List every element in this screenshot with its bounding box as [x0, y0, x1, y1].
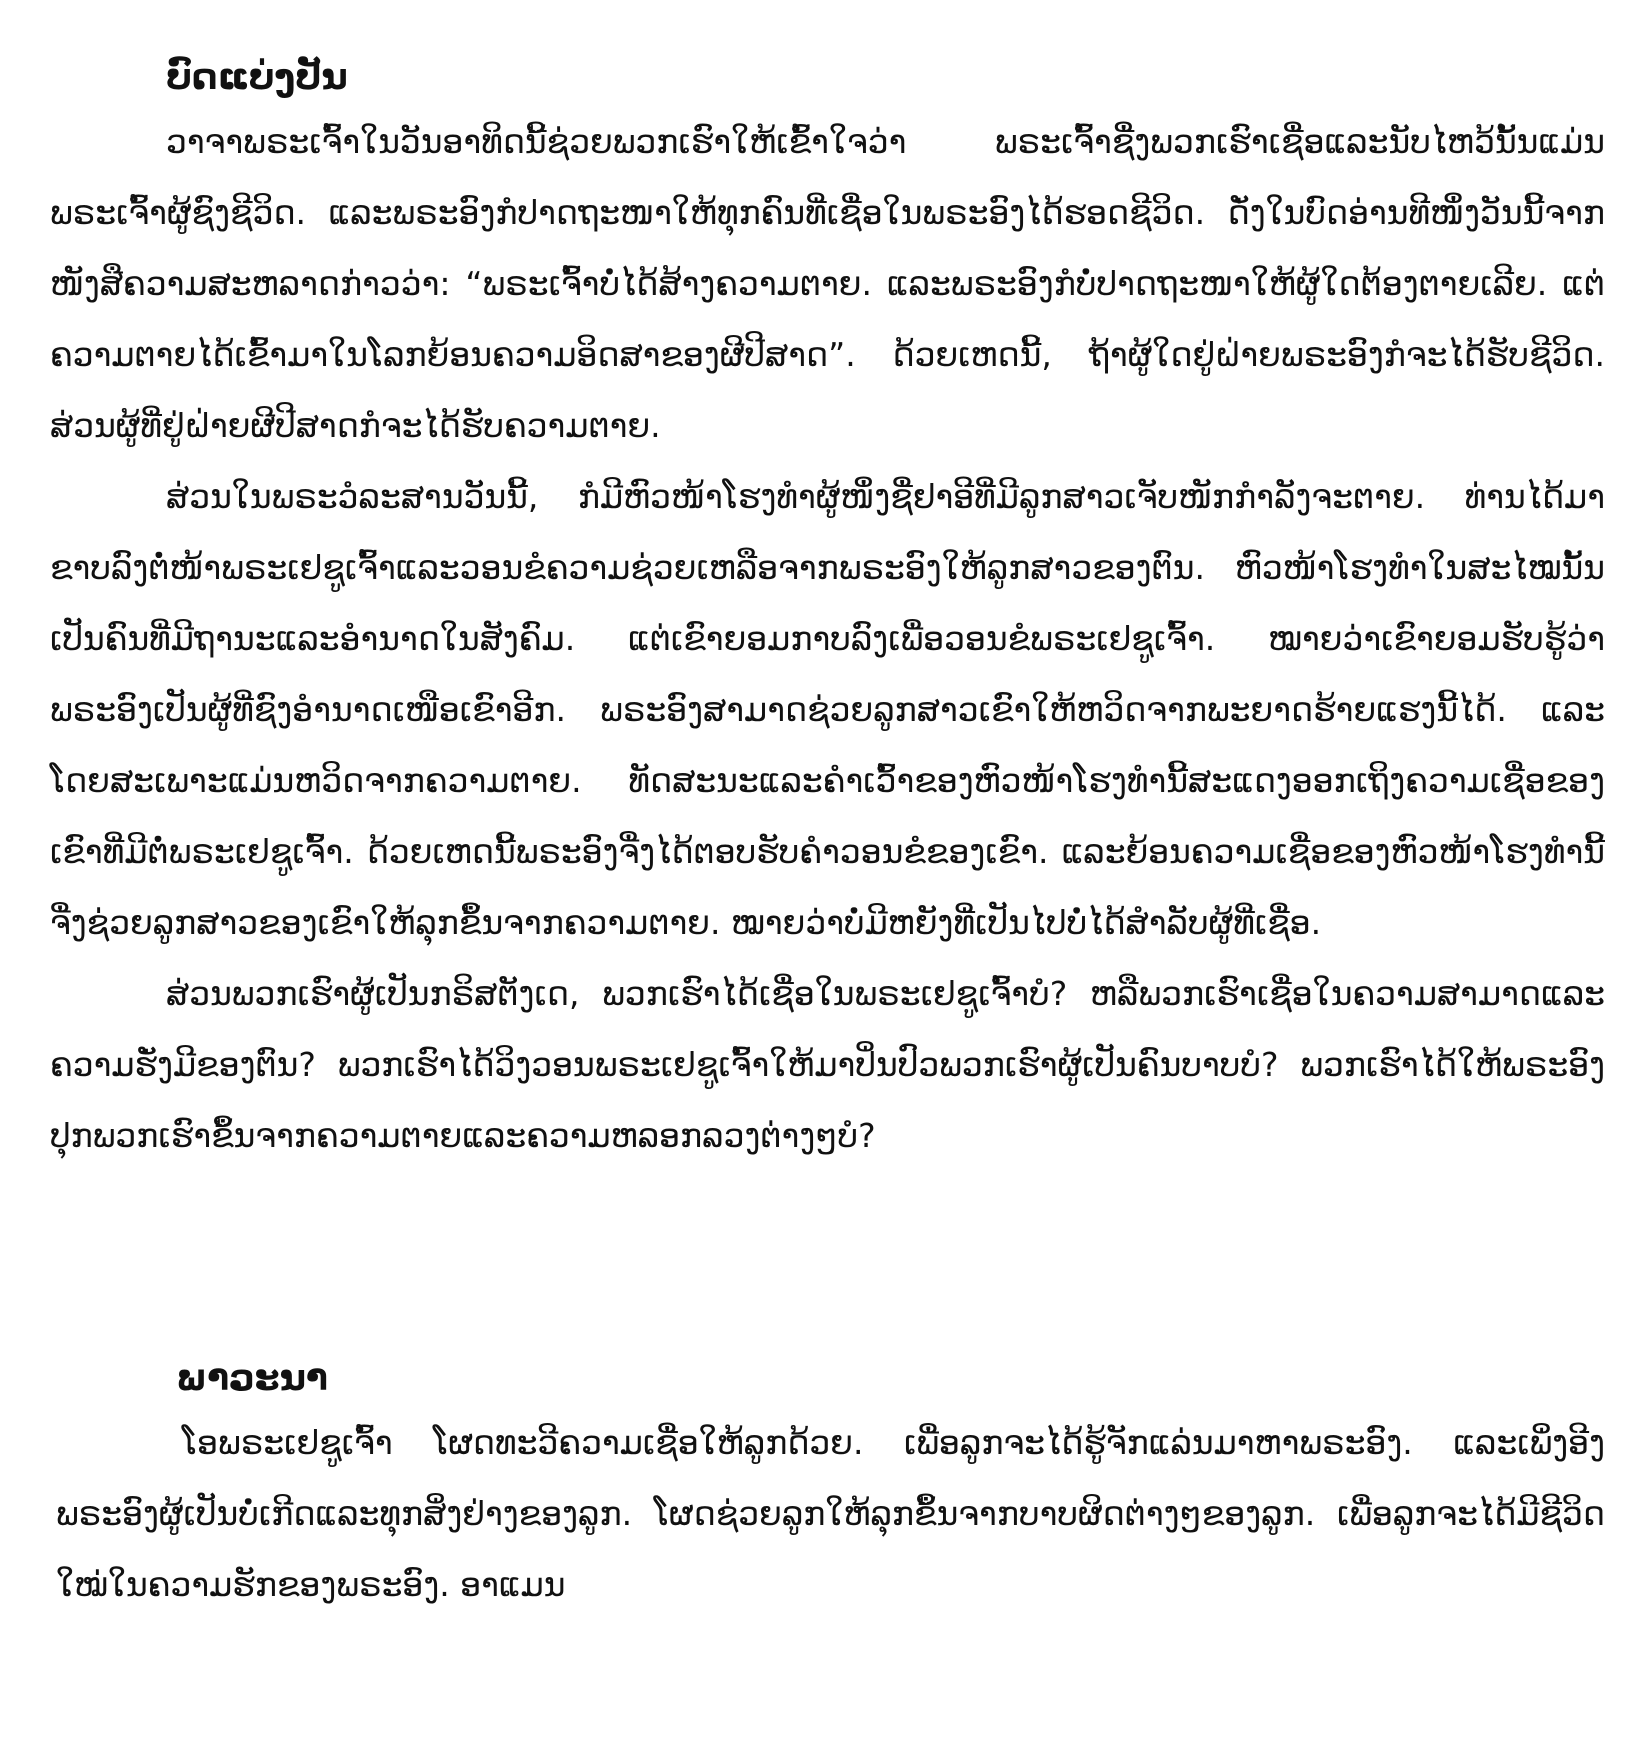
- document-page: [50, 50, 1605, 1620]
- section-spacer: [50, 1171, 1605, 1351]
- prayer-text: ໂອພຣະເຢຊູເຈົ້າ ໂຜດທະວີຄວາມເຊື່ອໃຫ້ລູກດ້ວຍ. ເພື່ອລູກຈະໄດ້ຮູ້ຈັກແລ່ນມາຫາພຣະອົງ. ແລະເພິ່ງອີງພຣະອົງຜູ້ເປັນບໍ່ເກີດແລະທຸກສິ່ງຢ່າງຂອງລູກ. ໂຜດຊ່ວຍລູກໃຫ້ລຸກຂຶ້ນຈາກບາບຜິດຕ່າງໆຂອງລູກ. ເພື່ອລູກຈະໄດ້ມີຊີວິດໃໝ່ໃນຄວາມຮັກຂອງພຣະອົງ. ອາແມນ: [56, 1423, 1605, 1604]
- reflection-heading: ບົດແບ່ງປັນ: [166, 57, 348, 98]
- reflection-paragraph-1: ວາຈາພຣະເຈົ້າໃນວັນອາທິດນີ້ຊ່ວຍພວກເຮົາໃຫ້ເຂົ້າໃຈວ່າ ພຣະເຈົ້າຊື່ງພວກເຮົາເຊື່ອແລະນັບໄຫວ້ນັ້ນແມ່ນພຣະເຈົ້າຜູ້ຊົງຊີວິດ. ແລະພຣະອົງກໍປາດຖະໜາໃຫ້ທຸກຄົນທີ່ເຊື່ອໃນພຣະອົງໄດ້ຮອດຊີວິດ. ດັ່ງໃນບົດອ່ານທີໜຶ່ງວັນນີ້ຈາກໜັງສືຄວາມສະຫລາດກ່າວວ່າ: “ພຣະເຈົ້າບໍ່ໄດ້ສ້າງຄວາມຕາຍ. ແລະພຣະອົງກໍບໍ່ປາດຖະໜາໃຫ້ຜູ້ໃດຕ້ອງຕາຍເລີຍ. ແຕ່ຄວາມຕາຍໄດ້ເຂົ້າມາໃນໂລກຍ້ອນຄວາມອິດສາຂອງຜີປີສາດ”. ດ້ວຍເຫດນີ້, ຖ້າຜູ້ໃດຢູ່ຝ່າຍພຣະອົງກໍຈະໄດ້ຮັບຊີວິດ. ສ່ວນຜູ້ທີ່ຢູ່ຝ່າຍຜີປີສາດກໍຈະໄດ້ຮັບຄວາມຕາຍ.: [50, 122, 1605, 445]
- reflection-paragraph-2: ສ່ວນໃນພຣະວໍລະສານວັນນີ້, ກໍມີຫົວໜ້າໂຮງທຳຜູ້ໜຶ່ງຊື່ຢາອີທີ່ມີລູກສາວເຈັບໜັກກຳລັງຈະຕາຍ. ທ່ານໄດ້ມາຂາບລົງຕໍ່ໜ້າພຣະເຢຊູເຈົ້າແລະວອນຂໍຄວາມຊ່ວຍເຫລືອຈາກພຣະອົງໃຫ້ລູກສາວຂອງຕົນ. ຫົວໜ້າໂຮງທຳໃນສະໄໝນັ້ນເປັນຄົນທີ່ມີຖານະແລະອຳນາດໃນສັງຄົມ. ແຕ່ເຂົາຍອມກາບລົງເພື່ອວອນຂໍພຣະເຢຊູເຈົ້າ. ໝາຍວ່າເຂົາຍອມຮັບຮູ້ວ່າພຣະອົງເປັນຜູ້ທີ່ຊົງອຳນາດເໜືອເຂົາອີກ. ພຣະອົງສາມາດຊ່ວຍລູກສາວເຂົາໃຫ້ຫວິດຈາກພະຍາດຮ້າຍແຮງນີ້ໄດ້. ແລະໂດຍສະເພາະແມ່ນຫວິດຈາກຄວາມຕາຍ. ທັດສະນະແລະຄຳເວົ້າຂອງຫົວໜ້າໂຮງທຳນີ້ສະແດງອອກເຖິງຄວາມເຊື່ອຂອງເຂົາທີ່ມີຕໍ່ພຣະເຢຊູເຈົ້າ. ດ້ວຍເຫດນີ້ພຣະອົງຈື່ງໄດ້ຕອບຮັບຄຳວອນຂໍຂອງເຂົາ. ແລະຍ້ອນຄວາມເຊື່ອຂອງຫົວໜ້າໂຮງທຳນີ້ຈື່ງຊ່ວຍລູກສາວຂອງເຂົາໃຫ້ລຸກຂຶ້ນຈາກຄວາມຕາຍ. ໝາຍວ່າບໍ່ມີຫຍັງທີ່ເປັນໄປບໍ່ໄດ້ສຳລັບຜູ້ທີ່ເຊື່ອ.: [50, 477, 1605, 942]
- prayer-heading: ພາວະນາ: [176, 1358, 328, 1399]
- reflection-paragraph-3: ສ່ວນພວກເຮົາຜູ້ເປັນກຣິສຕັງເດ, ພວກເຮົາໄດ້ເຊື່ອໃນພຣະເຢຊູເຈົ້າບໍ? ຫລືພວກເຮົາເຊື່ອໃນຄວາມສາມາດແລະຄວາມຮັ່ງມີຂອງຕົນ? ພວກເຮົາໄດ້ວິງວອນພຣະເຢຊູເຈົ້າໃຫ້ມາປິ່ນປົວພວກເຮົາຜູ້ເປັນຄົນບາບບໍ? ພວກເຮົາໄດ້ໃຫ້ພຣະອົງປຸກພວກເຮົາຂຶ້ນຈາກຄວາມຕາຍແລະຄວາມຫລອກລວງຕ່າງໆບໍ?: [50, 974, 1605, 1155]
